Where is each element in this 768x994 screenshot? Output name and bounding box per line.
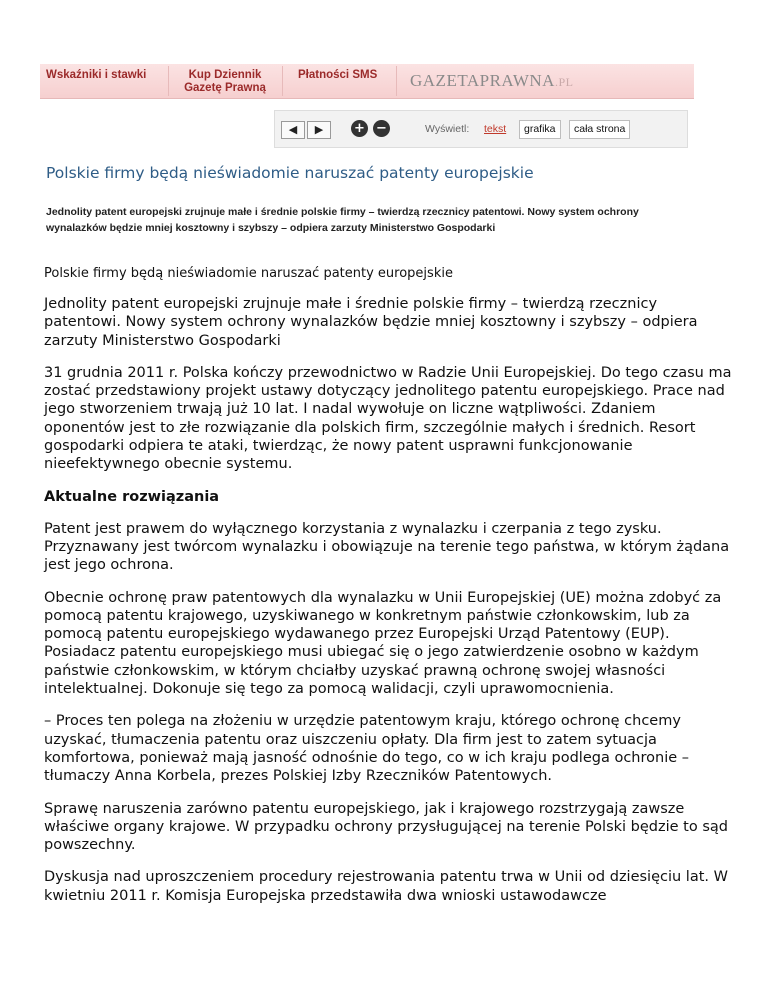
clipping-lead: Jednolity patent europejski zrujnuje małe i średnie polskie firmy – twierdzą rzecznicy patentowi. Nowy system ochrony wynalazków będzie mniej kosztowny i szybszy – odpiera zarzuty Ministerstwo Gospodarki	[46, 206, 639, 234]
display-label: Wyświetl:	[425, 123, 470, 135]
nav-link-buy[interactable]: Kup Dziennik Gazetę Prawną	[184, 69, 266, 94]
view-option-graphics[interactable]: grafika	[519, 120, 561, 139]
article-paragraph: 31 grudnia 2011 r. Polska kończy przewodnictwo w Radzie Unii Europejskiej. Do tego czasu ma zostać przedstawiony projekt ustawy dotyczący jednolitego patentu europejskiego. Prace nad jego stworzeniem trwają już 10 lat. I nadal wywołuje on liczne wątpliwości. Zdaniem oponentów jest to złe rozwiązanie dla polskich firm, szczególnie małych i średnich. Resort gospodarki odpiera te ataki, twierdząc, że nowy patent usprawni funkcjonowanie nieefektywnego obecnie systemu.	[44, 364, 732, 473]
view-option-full-page[interactable]: cała strona	[569, 120, 630, 139]
article-paragraph: – Proces ten polega na złożeniu w urzędzie patentowym kraju, którego ochronę chcemy uzyskać, tłumaczenia patentu oraz uiszczeniu opłaty. Dla firm jest to zatem sytuacja komfortowa, ponieważ mają jasność odnośnie do tego, co w ich kraju podlega ochronie – tłumaczy Anna Korbela, prezes Polskiej Izby Rzeczników Patentowych.	[44, 713, 690, 785]
zoom-in-icon[interactable]: +	[351, 120, 368, 137]
logo-text: GAZETAPRAWNA	[410, 71, 555, 90]
nav-link-sms[interactable]: Płatności SMS	[298, 69, 378, 81]
view-option-text[interactable]: tekst	[479, 120, 511, 139]
section-heading: Aktualne rozwiązania	[44, 488, 220, 505]
article-body	[44, 266, 732, 919]
newspaper-clipping	[40, 64, 694, 236]
nav-divider	[282, 66, 283, 96]
article-paragraph: Patent jest prawem do wyłącznego korzystania z wynalazku i czerpania z tego zysku. Przyznawany jest twórcom wynalazku i obowiązuje na terenie tego państwa, w którym żądana jest jego ochrona.	[44, 520, 730, 574]
clipping-title: Polskie firmy będą nieświadomie naruszać patenty europejskie	[46, 164, 534, 182]
article-paragraph: Dyskusja nad uproszczeniem procedury rejestrowania patentu trwa w Unii od dziesięciu lat. W kwietniu 2011 r. Komisja Europejska przedstawiła dwa wnioski ustawodawcze	[44, 869, 728, 904]
site-navbar	[40, 64, 694, 99]
nav-divider	[168, 66, 169, 96]
view-toolbar	[274, 110, 688, 148]
zoom-out-icon[interactable]: −	[373, 120, 390, 137]
next-arrow-icon[interactable]: ▶	[307, 121, 331, 139]
article-title: Polskie firmy będą nieświadomie naruszać patenty europejskie	[44, 266, 453, 281]
article-paragraph: Sprawę naruszenia zarówno patentu europejskiego, jak i krajowego rozstrzygają zawsze właściwe organy krajowe. W przypadku ochrony przysługującej na terenie Polski będzie to sąd powszechny.	[44, 800, 728, 854]
nav-link-stats[interactable]: Wskaźniki i stawki	[46, 69, 147, 81]
nav-divider	[396, 66, 397, 96]
article-paragraph: Obecnie ochronę praw patentowych dla wynalazku w Unii Europejskiej (UE) można zdobyć za pomocą patentu krajowego, uzyskiwanego w konkretnym państwie członkowskim, lub za pomocą patentu europejskiego wydawanego przez Europejski Urząd Patentowy (EUP). Posiadacz patentu europejskiego musi ubiegać się o jego zatwierdzenie osobno w każdym państwie członkowskim, w którym chciałby uzyskać prawną ochronę swojej własności intelektualnej. Dokonuje się tego za pomocą walidacji, czyli uprawomocnienia.	[44, 589, 722, 698]
article-lead: Jednolity patent europejski zrujnuje małe i średnie polskie firmy – twierdzą rzecznicy patentowi. Nowy system ochrony wynalazków będzie mniej kosztowny i szybszy – odpiera zarzuty Ministerstwo Gospodarki	[44, 296, 698, 349]
logo-suffix: .PL	[554, 75, 574, 89]
prev-arrow-icon[interactable]: ◀	[281, 121, 305, 139]
site-logo[interactable]	[410, 71, 573, 91]
